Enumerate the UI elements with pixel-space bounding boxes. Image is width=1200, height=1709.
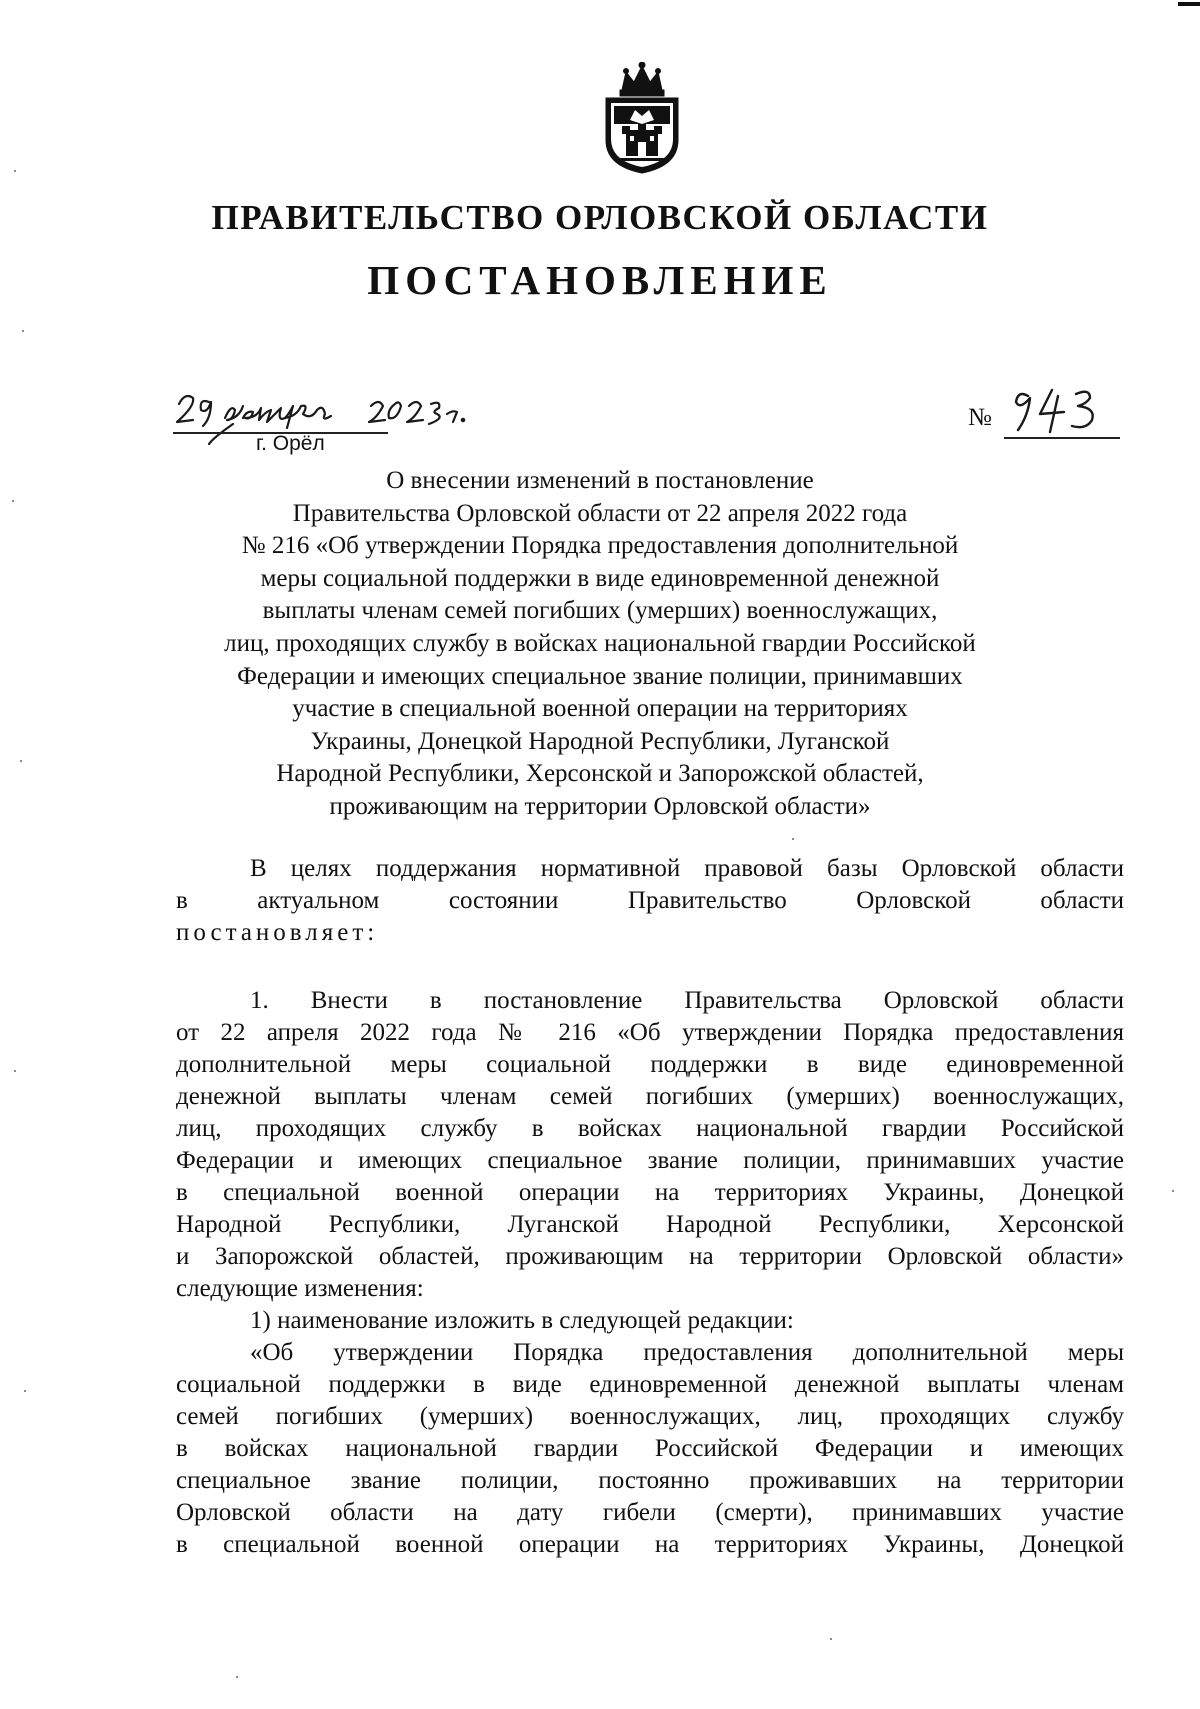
scan-speck <box>22 330 24 332</box>
item-1-paragraph <box>176 985 1124 1561</box>
document-type-title: ПОСТАНОВЛЕНИЕ <box>367 257 833 303</box>
subject-line: Федерации и имеющих специальное звание полиции, принимавших <box>237 662 963 690</box>
scan-speck <box>24 1390 26 1392</box>
quote-line: семей погибших (умерших) военнослужащих, лиц, проходящих службу <box>176 1403 1124 1430</box>
city-label: г. Орёл <box>256 432 325 455</box>
item-1-line: следующие изменения: <box>176 1275 424 1302</box>
scan-speck <box>14 1070 16 1072</box>
scan-corner-mark <box>1178 2 1200 6</box>
item-1-line: и Запорожской областей, проживающим на территории Орловской области» <box>176 1243 1124 1270</box>
organization-title: ПРАВИТЕЛЬСТВО ОРЛОВСКОЙ ОБЛАСТИ <box>211 198 989 237</box>
subject-line: Правительства Орловской области от 22 апреля 2022 года <box>292 499 908 527</box>
quote-line: специальное звание полиции, постоянно проживавших на территории <box>176 1467 1124 1494</box>
number-sign: № <box>968 404 992 431</box>
preamble-line: в актуальном состоянии Правительство Орловской области <box>176 887 1124 914</box>
subject-line: Народной Республики, Херсонской и Запорожской областей, <box>276 760 924 788</box>
subject-line: выплаты членам семей погибших (умерших) военнослужащих, <box>262 597 938 625</box>
subject-line: проживающим на территории Орловской области» <box>329 792 871 820</box>
subject-line: О внесении изменений в постановление <box>386 467 814 494</box>
scan-speck <box>830 1638 832 1640</box>
subject-line: Украины, Донецкой Народной Республики, Луганской <box>310 727 890 755</box>
item-1-line: дополнительной меры социальной поддержки в виде единовременной <box>176 1051 1124 1078</box>
scan-speck <box>14 170 16 172</box>
scan-speck <box>792 838 794 840</box>
item-1-line: денежной выплаты членам семей погибших (умерших) военнослужащих, <box>176 1083 1124 1110</box>
preamble-paragraph <box>176 853 1124 949</box>
subject-line: лиц, проходящих службу в войсках национальной гвардии Российской <box>224 629 976 657</box>
quote-line: Орловской области на дату гибели (смерти), принимавших участие <box>176 1499 1124 1526</box>
item-1-line: в специальной военной операции на территориях Украины, Донецкой <box>176 1179 1124 1206</box>
subject-line: участие в специальной военной операции на территориях <box>292 695 908 723</box>
quote-line: в специальной военной операции на территориях Украины, Донецкой <box>176 1531 1124 1558</box>
preamble-resolves: постановляет: <box>176 919 379 946</box>
coat-of-arms-icon <box>600 62 684 174</box>
item-1-line: лиц, проходящих службу в войсках национальной гвардии Российской <box>176 1115 1124 1142</box>
scan-speck <box>236 1676 238 1678</box>
quote-line: социальной поддержки в виде единовременной денежной выплаты членам <box>176 1371 1124 1398</box>
item-1-line: Федерации и имеющих специальное звание полиции, принимавших участие <box>176 1147 1124 1174</box>
handwritten-date <box>173 388 493 446</box>
handwritten-number <box>1006 382 1116 438</box>
quote-line: «Об утверждении Порядка предоставления дополнительной меры <box>250 1339 1124 1366</box>
scan-speck <box>1172 1190 1174 1192</box>
document-subject <box>180 465 1020 824</box>
number-underline <box>1004 437 1120 439</box>
quote-line: в войсках национальной гвардии Российской Федерации и имеющих <box>176 1435 1124 1462</box>
scan-speck <box>20 760 22 762</box>
subitem-1-line: 1) наименование изложить в следующей редакции: <box>250 1307 794 1334</box>
preamble-line: В целях поддержания нормативной правовой базы Орловской области <box>250 855 1124 882</box>
subject-line: № 216 «Об утверждении Порядка предоставления дополнительной <box>241 532 959 560</box>
subject-line: меры социальной поддержки в виде единовременной денежной <box>260 564 940 592</box>
item-1-line: 1. Внести в постановление Правительства Орловской области <box>250 987 1124 1014</box>
scan-speck <box>12 500 14 502</box>
item-1-line: Народной Республики, Луганской Народной Республики, Херсонской <box>176 1211 1124 1238</box>
item-1-line: от 22 апреля 2022 года № 216 «Об утверждении Порядка предоставления <box>176 1019 1124 1046</box>
